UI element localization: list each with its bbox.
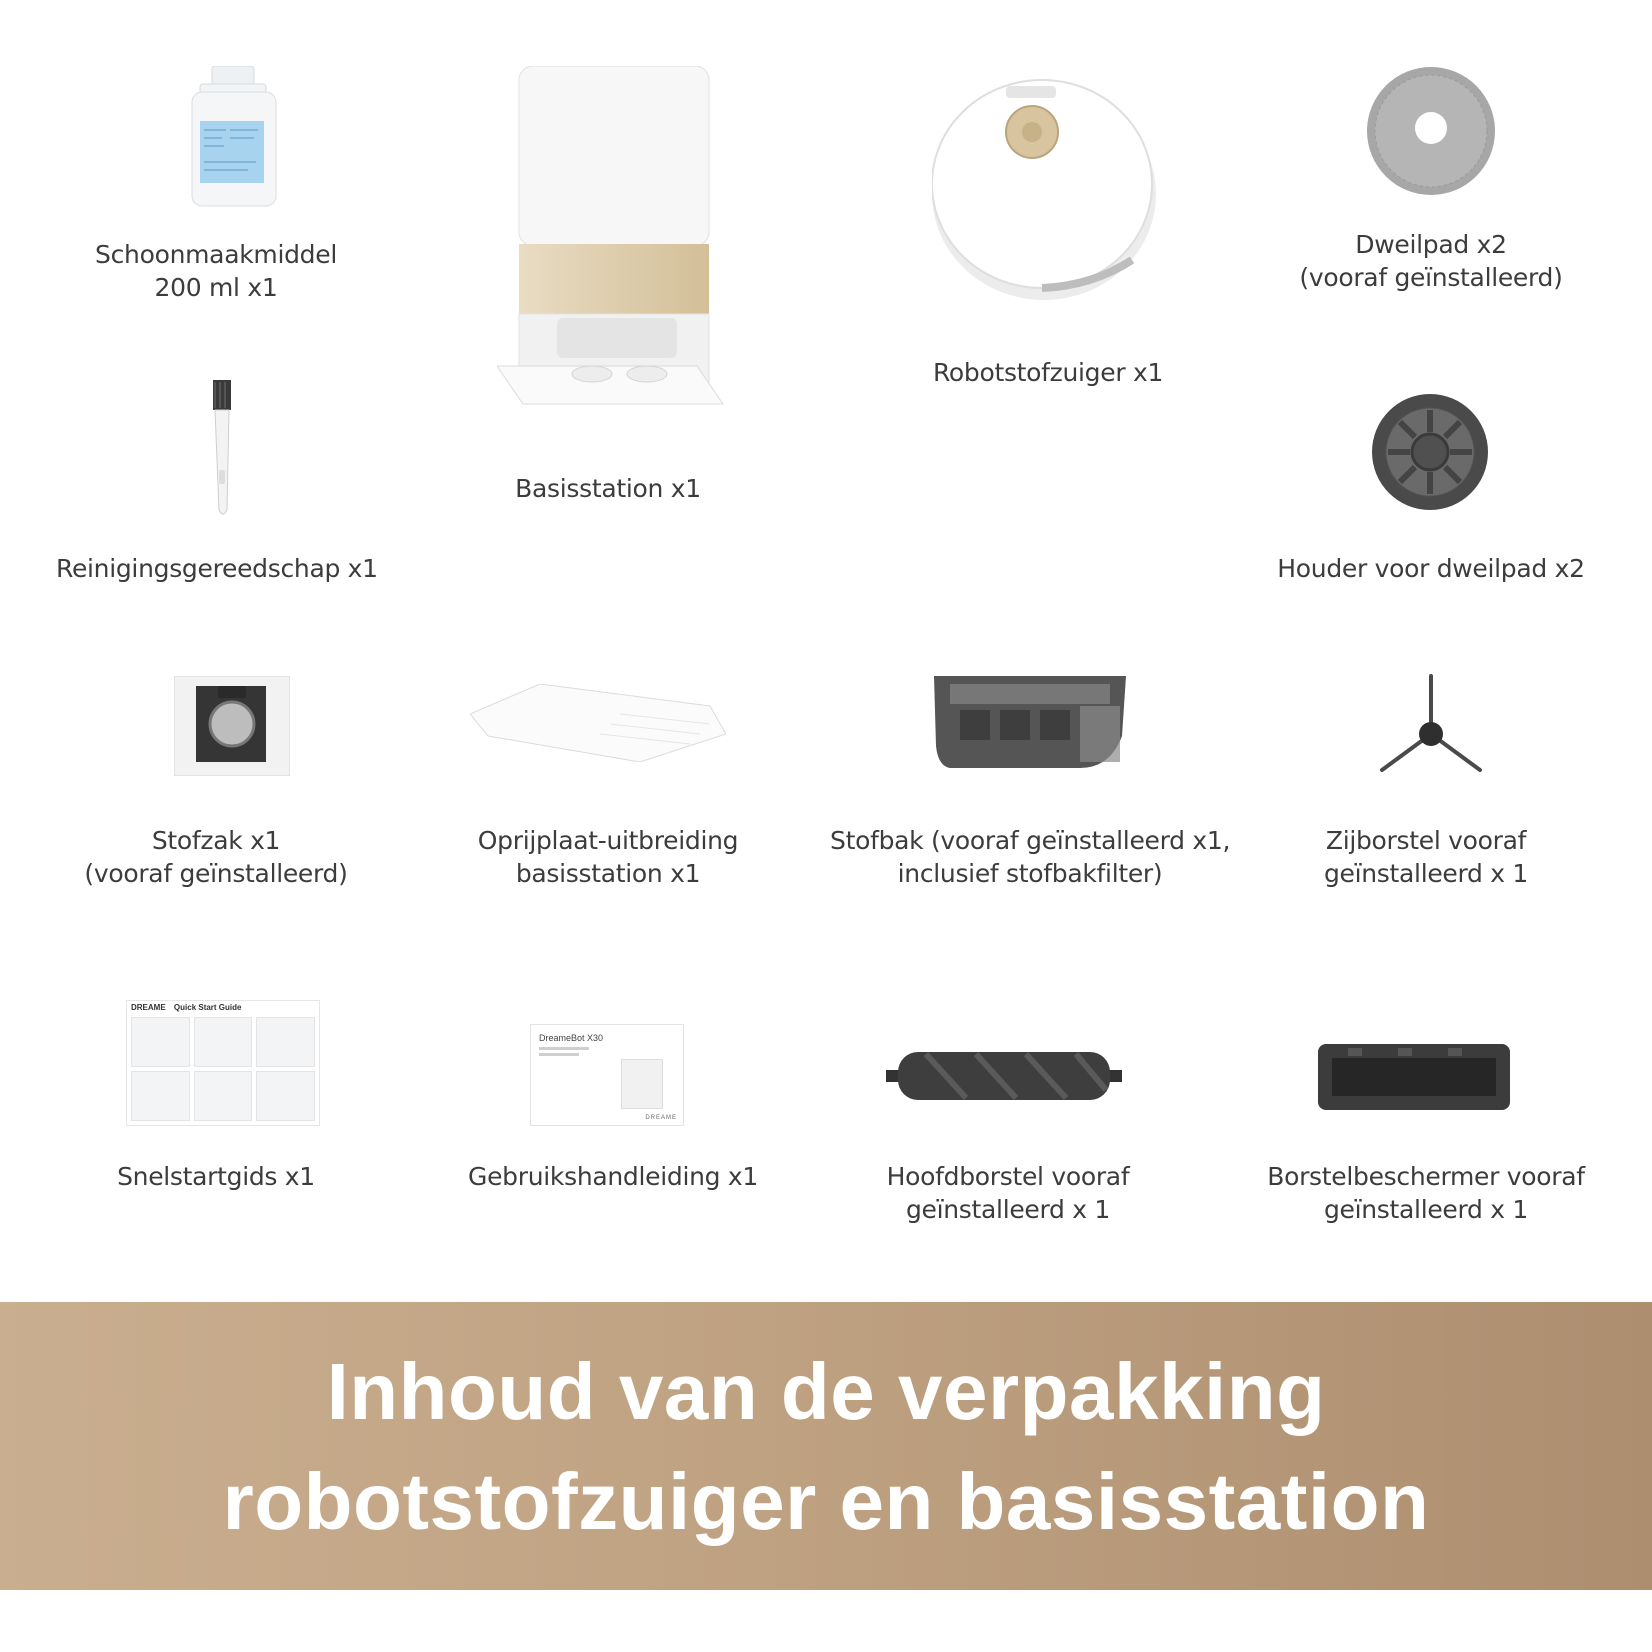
ramp-extension-image bbox=[470, 684, 726, 762]
dust-bin-image bbox=[930, 676, 1130, 770]
label-main-brush: Hoofdborstel vooraf geïnstalleerd x 1 bbox=[886, 1162, 1130, 1224]
guide-title: Quick Start Guide bbox=[173, 1003, 242, 1012]
banner-title-line1: Inhoud van de verpakking bbox=[326, 1347, 1326, 1436]
robot-vacuum-image bbox=[932, 64, 1162, 304]
manual-model: DreameBot X30 bbox=[539, 1033, 604, 1043]
guide-brand: DREAME bbox=[131, 1003, 166, 1012]
label-dust-bin: Stofbak (vooraf geïnstalleerd x1, inclusief stofbakfilter) bbox=[830, 826, 1231, 888]
dust-bag-image bbox=[174, 676, 290, 776]
cleaning-solution-image bbox=[190, 66, 280, 208]
mop-pad-image bbox=[1366, 66, 1496, 196]
brush-guard-image bbox=[1318, 1044, 1510, 1110]
label-cleaning-tool: Reinigingsgereedschap x1 bbox=[56, 554, 378, 583]
banner-title-line2: robotstofzuiger en basisstation bbox=[222, 1457, 1430, 1546]
manual-brand: DREAME bbox=[645, 1115, 677, 1121]
label-base-station: Basisstation x1 bbox=[515, 474, 701, 503]
title-banner bbox=[0, 1302, 1652, 1590]
base-station-image bbox=[497, 66, 727, 406]
user-manual-image bbox=[530, 1024, 684, 1126]
label-dust-bag: Stofzak x1 (vooraf geïnstalleerd) bbox=[84, 826, 348, 888]
cleaning-tool-image bbox=[205, 380, 245, 520]
label-mop-pad: Dweilpad x2 (vooraf geïnstalleerd) bbox=[1299, 230, 1563, 292]
label-side-brush: Zijborstel vooraf geïnstalleerd x 1 bbox=[1323, 826, 1529, 888]
mop-holder-image bbox=[1370, 392, 1490, 512]
label-brush-guard: Borstelbeschermer vooraf geïnstalleerd x 1 bbox=[1267, 1162, 1585, 1224]
label-mop-holder: Houder voor dweilpad x2 bbox=[1277, 554, 1585, 583]
label-user-manual: Gebruikshandleiding x1 bbox=[468, 1162, 758, 1191]
side-brush-image bbox=[1376, 674, 1486, 774]
main-brush-image bbox=[886, 1050, 1122, 1102]
label-cleaning-solution: Schoonmaakmiddel 200 ml x1 bbox=[95, 240, 337, 302]
quick-start-guide-image bbox=[126, 1000, 320, 1126]
label-ramp-extension: Oprijplaat-uitbreiding basisstation x1 bbox=[477, 826, 739, 888]
label-robot-vacuum: Robotstofzuiger x1 bbox=[932, 358, 1164, 387]
label-quick-start-guide: Snelstartgids x1 bbox=[117, 1162, 315, 1191]
